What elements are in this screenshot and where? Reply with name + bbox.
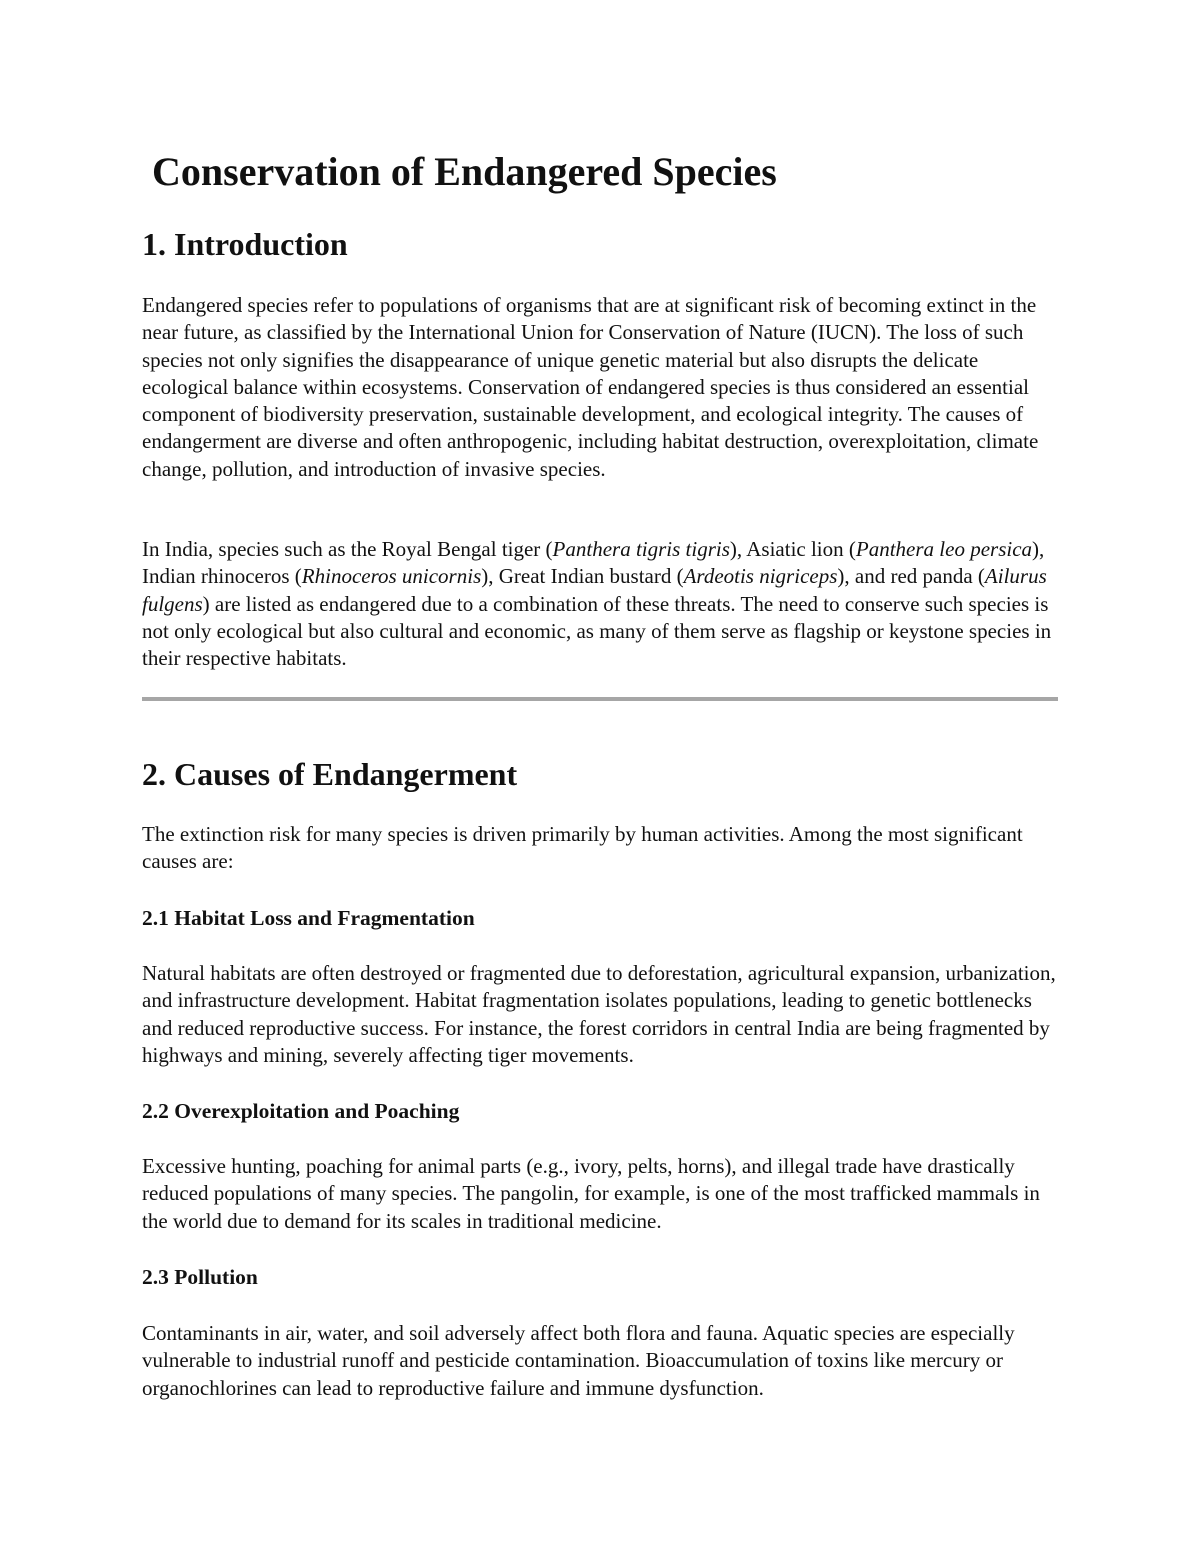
text-run: ), and red panda (	[837, 564, 985, 589]
species-name-tiger: Panthera tigris tigris	[552, 537, 730, 561]
subsection-2-1-text: Natural habitats are often destroyed or fragmented due to deforestation, agricultural expansion, urbanization, and infrastructure development. Habitat fragmentation isolates populations, leading to genetic bottlenecks and reduced reproductive success. For instance, the forest corridors in central India are being fragmented by highways and mining, severely affecting tiger movements.	[142, 961, 1056, 1067]
document-title: Conservation of Endangered Species	[152, 149, 777, 194]
intro-paragraph-2	[142, 536, 1062, 672]
horizontal-rule	[142, 697, 1058, 701]
causes-intro-paragraph: The extinction risk for many species is driven primarily by human activities. Among the most significant causes are:	[142, 822, 1023, 874]
subsection-2-1-heading: 2.1 Habitat Loss and Fragmentation	[142, 906, 475, 930]
text-run: ), Great Indian bustard (	[481, 564, 684, 589]
text-run: ) are listed as endangered due to a combination of these threats. The need to conserve such species is not only ecological but also cultural and economic, as many of them serve as flagship or keystone species in their respective habitats.	[142, 591, 1052, 671]
species-name-rhinoceros: Rhinoceros unicornis	[301, 564, 482, 589]
subsection-2-3-heading: 2.3 Pollution	[142, 1265, 258, 1289]
species-name-red-panda: Ailurus fulgens	[142, 564, 1047, 616]
species-name-lion: Panthera leo persica	[855, 537, 1033, 561]
text-run: ), Asiatic lion (	[729, 537, 856, 561]
section-2-heading: 2. Causes of Endangerment	[142, 756, 518, 792]
subsection-2-2-heading: 2.2 Overexploitation and Poaching	[142, 1099, 460, 1123]
subsection-2-2-text: Excessive hunting, poaching for animal parts (e.g., ivory, pelts, horns), and illegal trade have drastically reduced populations of many species. The pangolin, for example, is one of the most trafficked mammals in the world due to demand for its scales in traditional medicine.	[142, 1154, 1040, 1233]
species-name-bustard: Ardeotis nigriceps	[683, 564, 838, 589]
text-run: ), Indian rhinoceros (	[142, 537, 1045, 589]
section-1-heading: 1. Introduction	[142, 226, 348, 262]
subsection-2-3-text: Contaminants in air, water, and soil adversely affect both flora and fauna. Aquatic species are especially vulnerable to industrial runoff and pesticide contamination. Bioaccumulation of toxins like mercury or organochlorines can lead to reproductive failure and immune dysfunction.	[142, 1321, 1015, 1400]
intro-paragraph-1: Endangered species refer to populations of organisms that are at significant risk of becoming extinct in the near future, as classified by the International Union for Conservation of Nature (IUCN). The loss of such species not only signifies the disappearance of unique genetic material but also disrupts the delicate ecological balance within ecosystems. Conservation of endangered species is thus considered an essential component of biodiversity preservation, sustainable development, and ecological integrity. The causes of endangerment are diverse and often anthropogenic, including habitat destruction, overexploitation, climate change, pollution, and introduction of invasive species.	[142, 293, 1039, 481]
text-run: In India, species such as the Royal Bengal tiger (	[142, 537, 553, 561]
